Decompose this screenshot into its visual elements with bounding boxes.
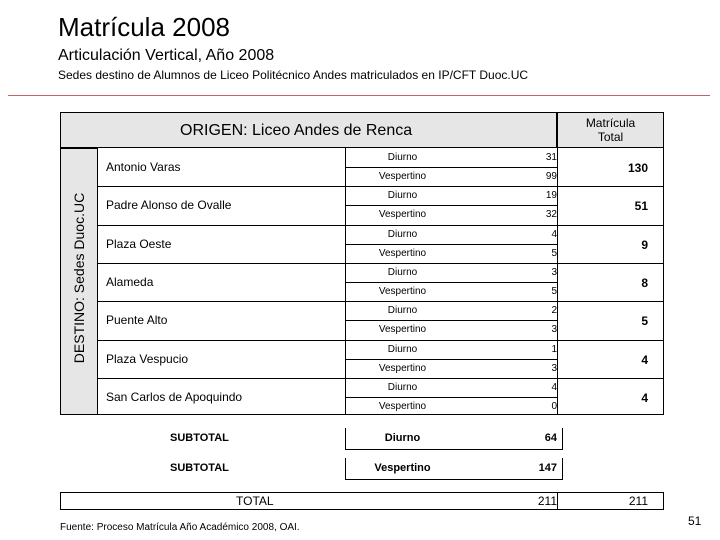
- grid-line: [60, 414, 664, 415]
- grid-line: [557, 492, 558, 510]
- site-name: Plaza Oeste: [106, 236, 172, 251]
- site-total: 5: [641, 314, 648, 329]
- shift-divider: [345, 282, 557, 283]
- subtotal-evening-shift: Vespertino: [374, 462, 431, 474]
- shift-divider: [345, 397, 557, 398]
- shift-evening-label: Vespertino: [378, 247, 427, 259]
- shift-day-value: 19: [545, 190, 557, 202]
- site-total: 4: [641, 352, 648, 367]
- grid-line: [345, 458, 346, 480]
- shift-evening-value: 32: [545, 209, 557, 221]
- row-divider: [98, 340, 664, 341]
- shift-evening-label: Vespertino: [378, 362, 427, 374]
- shift-day-value: 3: [551, 266, 557, 278]
- shift-day-value: 4: [551, 381, 557, 393]
- shift-day-value: 31: [545, 152, 557, 163]
- shift-evening-value: 3: [551, 362, 557, 374]
- grid-line: [345, 449, 563, 450]
- shift-evening-label: Vespertino: [378, 400, 427, 412]
- shift-evening-value: 99: [545, 171, 557, 182]
- shift-evening-label: Vespertino: [378, 324, 427, 336]
- shift-divider: [345, 359, 557, 360]
- source-note: Fuente: Proceso Matrícula Año Académico 2008, OAI.: [60, 522, 300, 533]
- subtotal-evening-value: 147: [538, 462, 557, 474]
- row-divider: [98, 301, 664, 302]
- total-label: TOTAL: [236, 494, 274, 508]
- shift-evening-value: 0: [551, 400, 557, 412]
- grid-line: [345, 428, 346, 450]
- row-divider: [98, 186, 664, 187]
- shift-divider: [345, 167, 557, 168]
- grid-line: [562, 428, 563, 450]
- total-value: 211: [537, 494, 557, 508]
- site-name: Alameda: [106, 274, 154, 289]
- shift-evening-label: Vespertino: [378, 285, 427, 297]
- site-name: Plaza Vespucio: [106, 351, 189, 366]
- shift-divider: [345, 320, 557, 321]
- total-row: [60, 492, 664, 510]
- site-total: 51: [634, 199, 648, 214]
- shift-day-label: Diurno: [387, 266, 418, 278]
- shift-evening-label: Vespertino: [378, 209, 427, 221]
- shift-day-value: 2: [551, 305, 557, 317]
- shift-evening-label: Vespertino: [378, 171, 427, 182]
- grand-total-value: 211: [628, 494, 648, 508]
- row-divider: [98, 225, 664, 226]
- page-description: Sedes destino de Alumnos de Liceo Politécnico Andes matriculados en IP/CFT Duoc.UC: [58, 68, 529, 82]
- page-title: Matrícula 2008: [58, 12, 230, 42]
- site-name: Puente Alto: [106, 313, 168, 328]
- subtotal-day-shift: Diurno: [384, 432, 421, 444]
- shift-evening-value: 3: [551, 324, 557, 336]
- site-total: 9: [641, 237, 648, 252]
- page-subtitle: Articulación Vertical, Año 2008: [58, 47, 275, 64]
- shift-day-label: Diurno: [387, 343, 418, 355]
- shift-day-value: 1: [551, 343, 557, 355]
- shift-day-label: Diurno: [387, 305, 418, 317]
- shift-evening-value: 5: [551, 247, 557, 259]
- header-divider: [8, 95, 710, 96]
- grid-line: [663, 148, 664, 415]
- shift-day-label: Diurno: [387, 190, 418, 202]
- shift-day-label: Diurno: [387, 381, 418, 393]
- shift-divider: [345, 244, 557, 245]
- subtotal-day-label: SUBTOTAL: [170, 432, 229, 444]
- row-divider: [98, 263, 664, 264]
- site-total: 4: [641, 390, 648, 405]
- grid-line: [345, 479, 563, 480]
- grid-line: [562, 458, 563, 480]
- total-header: Matrícula Total: [585, 116, 636, 144]
- shift-day-label: Diurno: [387, 228, 418, 240]
- shift-evening-value: 5: [551, 285, 557, 297]
- shift-day-value: 4: [551, 228, 557, 240]
- site-name: San Carlos de Apoquindo: [106, 389, 243, 404]
- page-number: 51: [688, 514, 702, 528]
- subtotal-day-value: 64: [544, 432, 557, 444]
- site-total: 8: [641, 275, 648, 290]
- site-name: Padre Alonso de Ovalle: [106, 198, 232, 213]
- subtotal-evening-label: SUBTOTAL: [170, 462, 229, 474]
- site-total: 130: [627, 161, 648, 175]
- grid-line: [557, 148, 558, 415]
- origin-label: ORIGEN: Liceo Andes de Renca: [180, 122, 413, 139]
- shift-divider: [345, 205, 557, 206]
- destination-label: DESTINO: Sedes Duoc.UC: [71, 192, 87, 364]
- shift-day-label: Diurno: [387, 152, 418, 163]
- row-divider: [98, 378, 664, 379]
- site-name: Antonio Varas: [106, 160, 181, 174]
